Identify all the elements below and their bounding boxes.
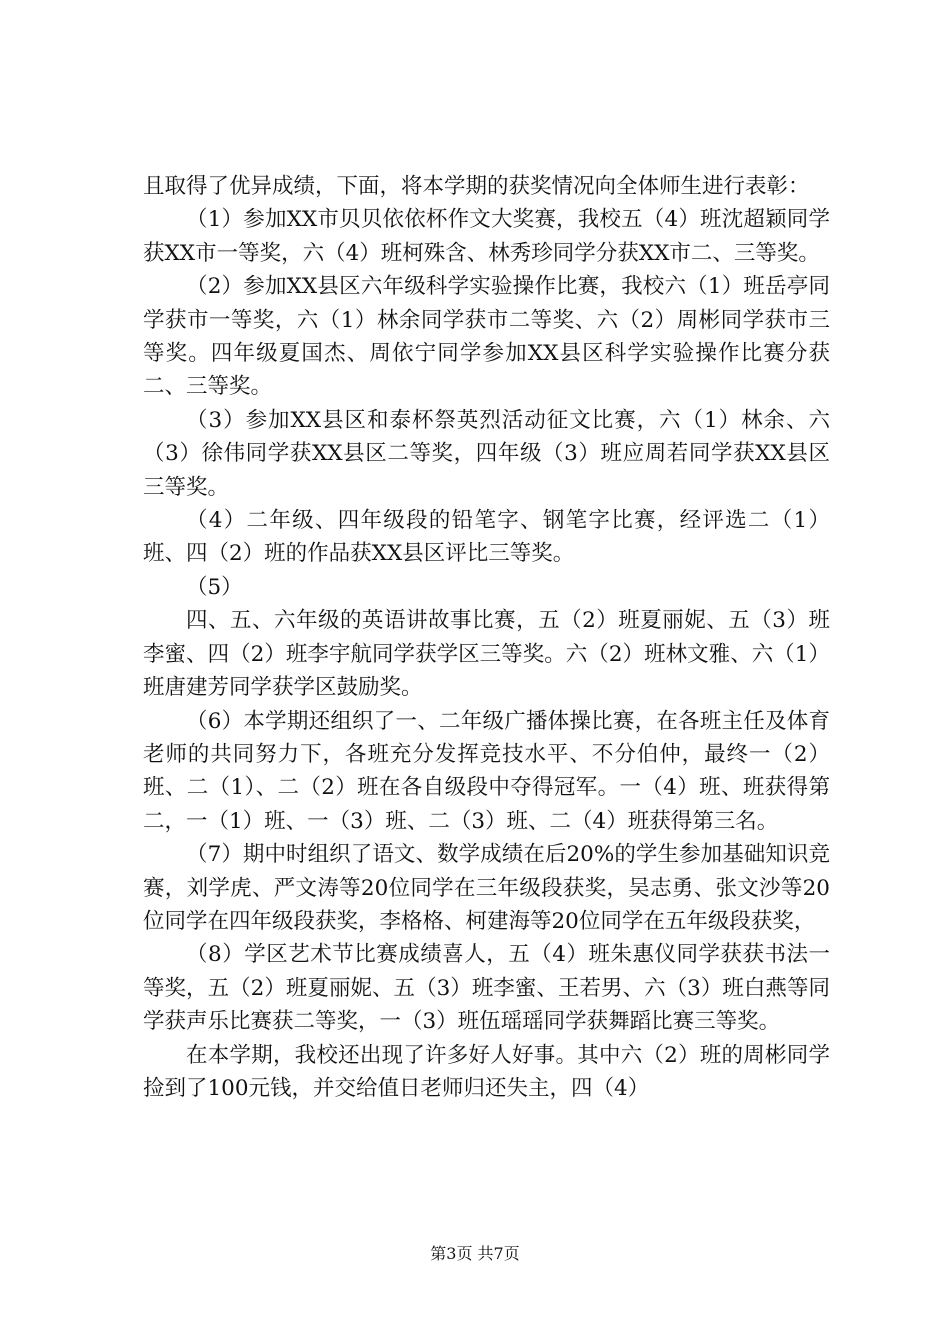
paragraph-award-5-label: （5） bbox=[186, 574, 243, 600]
paragraph-award-8: （8）学区艺术节比赛成绩喜人，五（4）班朱惠仪同学获获书法一等奖，五（2）班夏丽妮、五（3）班李蜜、王若男、六（3）班白燕等同学获声乐比赛获二等奖，一（3）班伍瑶瑶同学获舞蹈比赛三等奖。 bbox=[143, 942, 830, 1035]
page-number: 第3页 共7页 bbox=[430, 1244, 520, 1263]
paragraph-award-3: （3）参加XX县区和泰杯祭英烈活动征文比赛，六（1）林余、六（3）徐伟同学获XX县区二等奖，四年级（3）班应周若同学获XX县区三等奖。 bbox=[143, 407, 830, 500]
paragraph-award-7: （7）期中时组织了语文、数学成绩在后20%的学生参加基础知识竞赛，刘学虎、严文涛等20位同学在三年级段获奖，吴志勇、张文沙等20位同学在四年级段获奖，李格格、柯建海等20位同学在五年级段获奖， bbox=[143, 842, 830, 934]
page-footer bbox=[0, 1244, 950, 1264]
paragraph-award-1: （1）参加XX市贝贝依依杯作文大奖赛，我校五（4）班沈超颖同学获XX市一等奖，六（4）班柯殊含、林秀珍同学分获XX市二、三等奖。 bbox=[143, 207, 830, 266]
paragraph-award-6: （6）本学期还组织了一、二年级广播体操比赛，在各班主任及体育老师的共同努力下，各班充分发挥竞技水平、不分伯仲，最终一（2）班、二（1）、二（2）班在各自级段中夺得冠军。一（4）班、班获得第二，一（1）班、一（3）班、二（3）班、二（4）班获得第三名。 bbox=[143, 708, 830, 834]
document-body bbox=[143, 170, 830, 1105]
paragraph-award-2: （2）参加XX县区六年级科学实验操作比赛，我校六（1）班岳亭同学获市一等奖，六（1）林余同学获市二等奖、六（2）周彬同学获市三等奖。四年级夏国杰、周依宁同学参加XX县区科学实验操作比赛分获二、三等奖。 bbox=[143, 274, 830, 400]
paragraph-good-deeds: 在本学期，我校还出现了许多好人好事。其中六（2）班的周彬同学捡到了100元钱，并交给值日老师归还失主，四（4） bbox=[143, 1042, 830, 1101]
paragraph-award-4: （4）二年级、四年级段的铅笔字、钢笔字比赛，经评选二（1）班、四（2）班的作品获XX县区评比三等奖。 bbox=[143, 508, 830, 567]
paragraph-continuation: 且取得了优异成绩，下面，将本学期的获奖情况向全体师生进行表彰： bbox=[143, 174, 810, 199]
paragraph-award-5: 四、五、六年级的英语讲故事比赛，五（2）班夏丽妮、五（3）班李蜜、四（2）班李宇航同学获学区三等奖。六（2）班林文雅、六（1）班唐建芳同学获学区鼓励奖。 bbox=[143, 608, 830, 701]
